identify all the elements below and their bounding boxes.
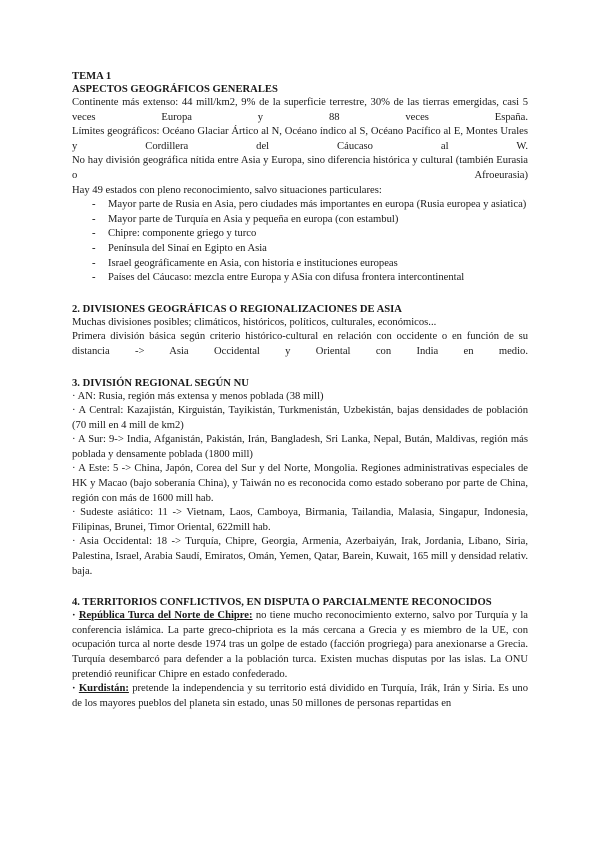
bullet-list (72, 198, 528, 286)
region-item: · A Central: Kazajistán, Kirguistán, Tayikistán, Turkmenistán, Uzbekistán, bajas densidades de población (70 mill en 4 mill de km2) (72, 405, 528, 431)
list-item-text: Península del Sinaí en Egipto en Asia (108, 242, 267, 254)
dash-bullet-icon: - (92, 213, 96, 225)
dash-bullet-icon: - (92, 242, 96, 254)
territory-name: República Turca del Norte de Chipre: (78, 610, 253, 622)
region-item: · A Este: 5 -> China, Japón, Corea del Sur y del Norte, Mongolia. Regiones administrativas especiales de HK y Macao (bajo soberanía China), y Taiwán no es reconocida como estado soberano por parte de China, región con más de 1600 mill hab. (72, 463, 528, 504)
section-4-title: 4. TERRITORIOS CONFLICTIVOS, EN DISPUTA O PARCIALMENTE RECONOCIDOS (72, 597, 492, 609)
entry-bullet: · (72, 683, 76, 695)
territory-name: Kurdistán: (78, 683, 129, 695)
section-2-title: 2. DIVISIONES GEOGRÁFICAS O REGIONALIZACIONES DE ASIA (72, 303, 402, 315)
doc-heading: TEMA 1 (72, 71, 112, 82)
dash-bullet-icon: - (92, 199, 96, 211)
list-item-text: Israel geográficamente en Asia, con historia e instituciones europeas (108, 257, 398, 269)
dash-bullet-icon: - (92, 272, 96, 284)
list-item-text: Chipre: componente griego y turco (108, 228, 257, 240)
paragraph: No hay división geográfica nítida entre Asia y Europa, sino diferencia histórica y cultural (también Eurasia o Afroeurasia) (72, 155, 528, 181)
list-item-text: Mayor parte de Rusia en Asia, pero ciudades más importantes en europa (Rusia europea y asiatica) (108, 199, 527, 211)
territory-text: no tiene mucho reconocimiento externo, salvo por Turquía y la conferencia islámica. La parte greco-chipriota es la más cercana a Grecia y es miembro de la UE, con ocupación turca al norte desde 1974 tras un golpe de estado (facción progriega) para anexionarse a Grecia. Turquía desembarcó para defender a la población turca. Existen muchas disputas por las islas. La ONU pretendió reunificar Chipre en estado confederado. (72, 610, 528, 680)
dash-bullet-icon: - (92, 228, 96, 240)
section-1-title: ASPECTOS GEOGRÁFICOS GENERALES (72, 84, 278, 95)
list-item (72, 198, 528, 213)
paragraph: Límites geográficos: Océano Glaciar Ártico al N, Océano índico al S, Océano Pacífico al E, Montes Urales y Cordillera del Cáucaso al W. (72, 126, 528, 152)
list-item (72, 271, 528, 286)
entry-bullet: · (72, 610, 76, 622)
region-item: · AN: Rusia, región más extensa y menos poblada (38 mill) (72, 390, 324, 402)
territory-text: pretende la independencia y su territorio está dividido en Turquía, Irák, Irán y Siria. Es uno de los mayores pueblos del planeta sin estado, unas 50 millones de personas repartidas en (72, 683, 528, 709)
list-item (72, 257, 528, 272)
paragraph: Continente más extenso: 44 mill/km2, 9% de la superficie terrestre, 30% de las tierras emergidas, casi 5 veces Europa y 88 veces España. (72, 97, 528, 123)
dash-bullet-icon: - (92, 257, 96, 269)
region-item: · Sudeste asiático: 11 -> Vietnam, Laos, Camboya, Birmania, Tailandia, Malasia, Singapur, Indonesia, Filipinas, Brunei, Timor Oriental, 622mill hab. (72, 507, 528, 533)
list-item (72, 213, 528, 228)
territory-entry (72, 609, 528, 682)
paragraph: Muchas divisiones posibles; climáticos, históricos, políticos, culturales, económicos... (72, 316, 437, 328)
section-3-title: 3. DIVISIÓN REGIONAL SEGÚN NU (72, 377, 249, 389)
region-item: · Asia Occidental: 18 -> Turquía, Chipre, Georgia, Armenia, Azerbaiyán, Irak, Jordania, Líbano, Siria, Palestina, Israel, Arabia Saudí, Emiratos, Omán, Yemen, Qatar, Barein, Kuwait, 165 mill y densidad relativ. baja. (72, 536, 528, 577)
list-item (72, 242, 528, 257)
list-item-text: Mayor parte de Turquía en Asia y pequeña en europa (con estambul) (108, 213, 399, 225)
paragraph: Primera división básica según criterio histórico-cultural en relación con occidente o en función de su distancia -> Asia Occidental y Oriental con India en medio. (72, 331, 528, 357)
territory-entry (72, 682, 528, 711)
list-item (72, 227, 528, 242)
list-item-text: Países del Cáucaso: mezcla entre Europa y ASia con difusa frontera intercontinental (108, 272, 465, 284)
region-item: · A Sur: 9-> India, Afganistán, Pakistán, Irán, Bangladesh, Sri Lanka, Nepal, Bután, Maldivas, región más poblada y densamente poblada (1800 mill) (72, 434, 528, 460)
paragraph: Hay 49 estados con pleno reconocimiento, salvo situaciones particulares: (72, 184, 382, 196)
